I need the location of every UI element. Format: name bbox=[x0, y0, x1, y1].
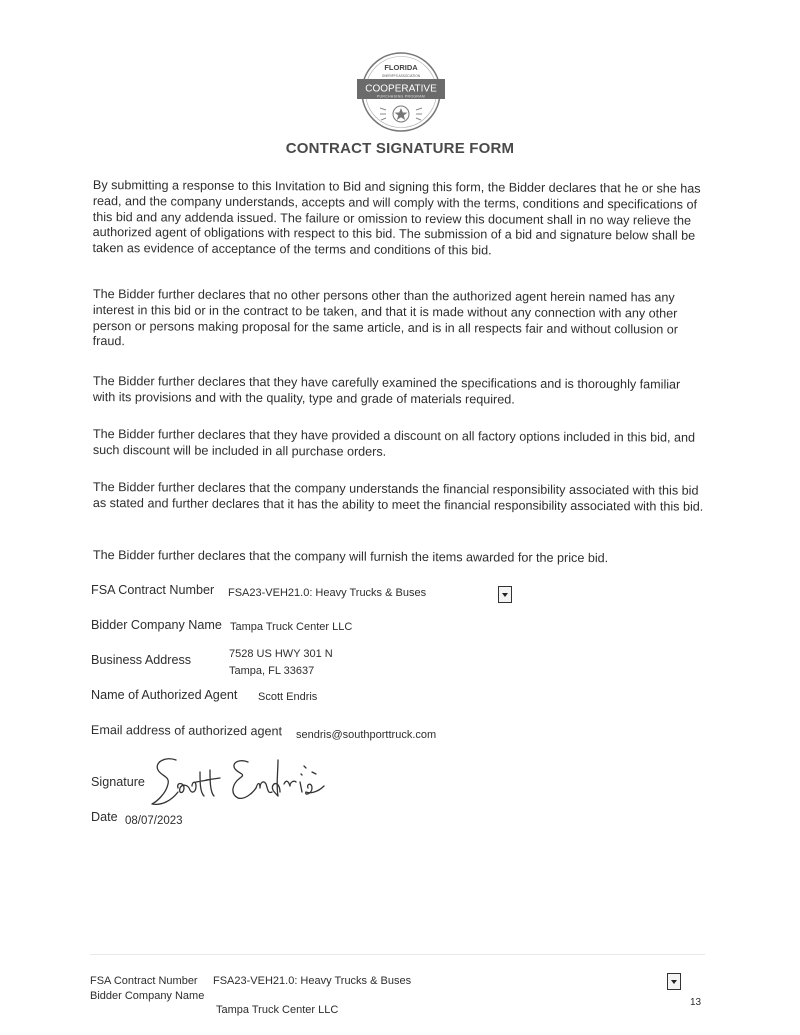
footer-contract-label: FSA Contract Number bbox=[90, 975, 198, 987]
footer-company-value: Tampa Truck Center LLC bbox=[216, 1004, 339, 1016]
business-address-line1[interactable]: 7528 US HWY 301 N bbox=[229, 648, 333, 660]
contract-number-label: FSA Contract Number bbox=[91, 583, 215, 597]
footer-divider bbox=[90, 954, 705, 955]
handwritten-signature[interactable] bbox=[148, 752, 338, 814]
page-number: 13 bbox=[690, 997, 702, 1008]
footer-contract-value: FSA23-VEH21.0: Heavy Trucks & Buses bbox=[213, 975, 412, 987]
logo-sub-text: SHERIFFS ASSOCIATION bbox=[381, 74, 421, 78]
business-address-line2[interactable]: Tampa, FL 33637 bbox=[229, 665, 315, 676]
form-title: CONTRACT SIGNATURE FORM bbox=[285, 140, 515, 157]
email-label: Email address of authorized agent bbox=[90, 723, 283, 739]
business-address-label: Business Address bbox=[91, 653, 192, 667]
logo-program-text: PURCHASING PROGRAM bbox=[376, 94, 426, 99]
chevron-down-icon bbox=[671, 980, 677, 984]
declaration-paragraph: The Bidder further declares that no other persons other than the authorized agent herein named has any interest in this bid or in the contract to be taken, and that it is made without any connection with any other person or persons making proposal for the same article, and is in all respects fair and without collusion or fraud. bbox=[92, 287, 679, 349]
declaration-paragraph: The Bidder further declares that they have carefully examined the specifications and is thoroughly familiar with its provisions and with the quality, type and grade of materials required. bbox=[92, 374, 681, 407]
declaration-paragraph: The Bidder further declares that the company will furnish the items awarded for the price bid. bbox=[92, 548, 609, 566]
date-label: Date bbox=[91, 810, 118, 824]
footer-contract-dropdown-button[interactable] bbox=[667, 973, 681, 990]
authorized-agent-label: Name of Authorized Agent bbox=[91, 688, 238, 702]
company-name-value[interactable]: Tampa Truck Center LLC bbox=[230, 621, 353, 633]
florida-sheriffs-cooperative-logo bbox=[352, 50, 450, 134]
authorized-agent-value[interactable]: Scott Endris bbox=[258, 691, 318, 703]
chevron-down-icon bbox=[502, 593, 508, 597]
declaration-paragraph: By submitting a response to this Invitation to Bid and signing this form, the Bidder declares that he or she has read, and the company understands, accepts and will comply with the terms, conditions and specifications of this bid and any addenda issued. The failure or omission to review this document shall in no way relieve the authorized agent of obligations with respect to this bid. The submission of a bid and signature below shall be taken as evidence of acceptance of the terms and conditions of this bid. bbox=[92, 178, 701, 258]
signature-label: Signature bbox=[91, 775, 145, 789]
logo-banner-text: COOPERATIVE bbox=[365, 83, 437, 95]
company-name-label: Bidder Company Name bbox=[91, 618, 222, 632]
footer-company-label: Bidder Company Name bbox=[90, 990, 205, 1002]
date-value[interactable]: 08/07/2023 bbox=[125, 815, 183, 827]
declaration-paragraph: The Bidder further declares that they have provided a discount on all factory options included in this bid, and such discount will be included in all purchase orders. bbox=[92, 427, 696, 459]
contract-number-value[interactable]: FSA23-VEH21.0: Heavy Trucks & Buses bbox=[228, 587, 427, 599]
declaration-paragraph: The Bidder further declares that the company understands the financial responsibility associated with this bid as stated and further declares that it has the ability to meet the financial responsibility associated with this bid. bbox=[92, 480, 704, 514]
contract-number-dropdown-button[interactable] bbox=[498, 586, 512, 603]
logo-top-text: FLORIDA bbox=[384, 63, 418, 72]
email-value[interactable]: sendris@southporttruck.com bbox=[296, 729, 437, 741]
